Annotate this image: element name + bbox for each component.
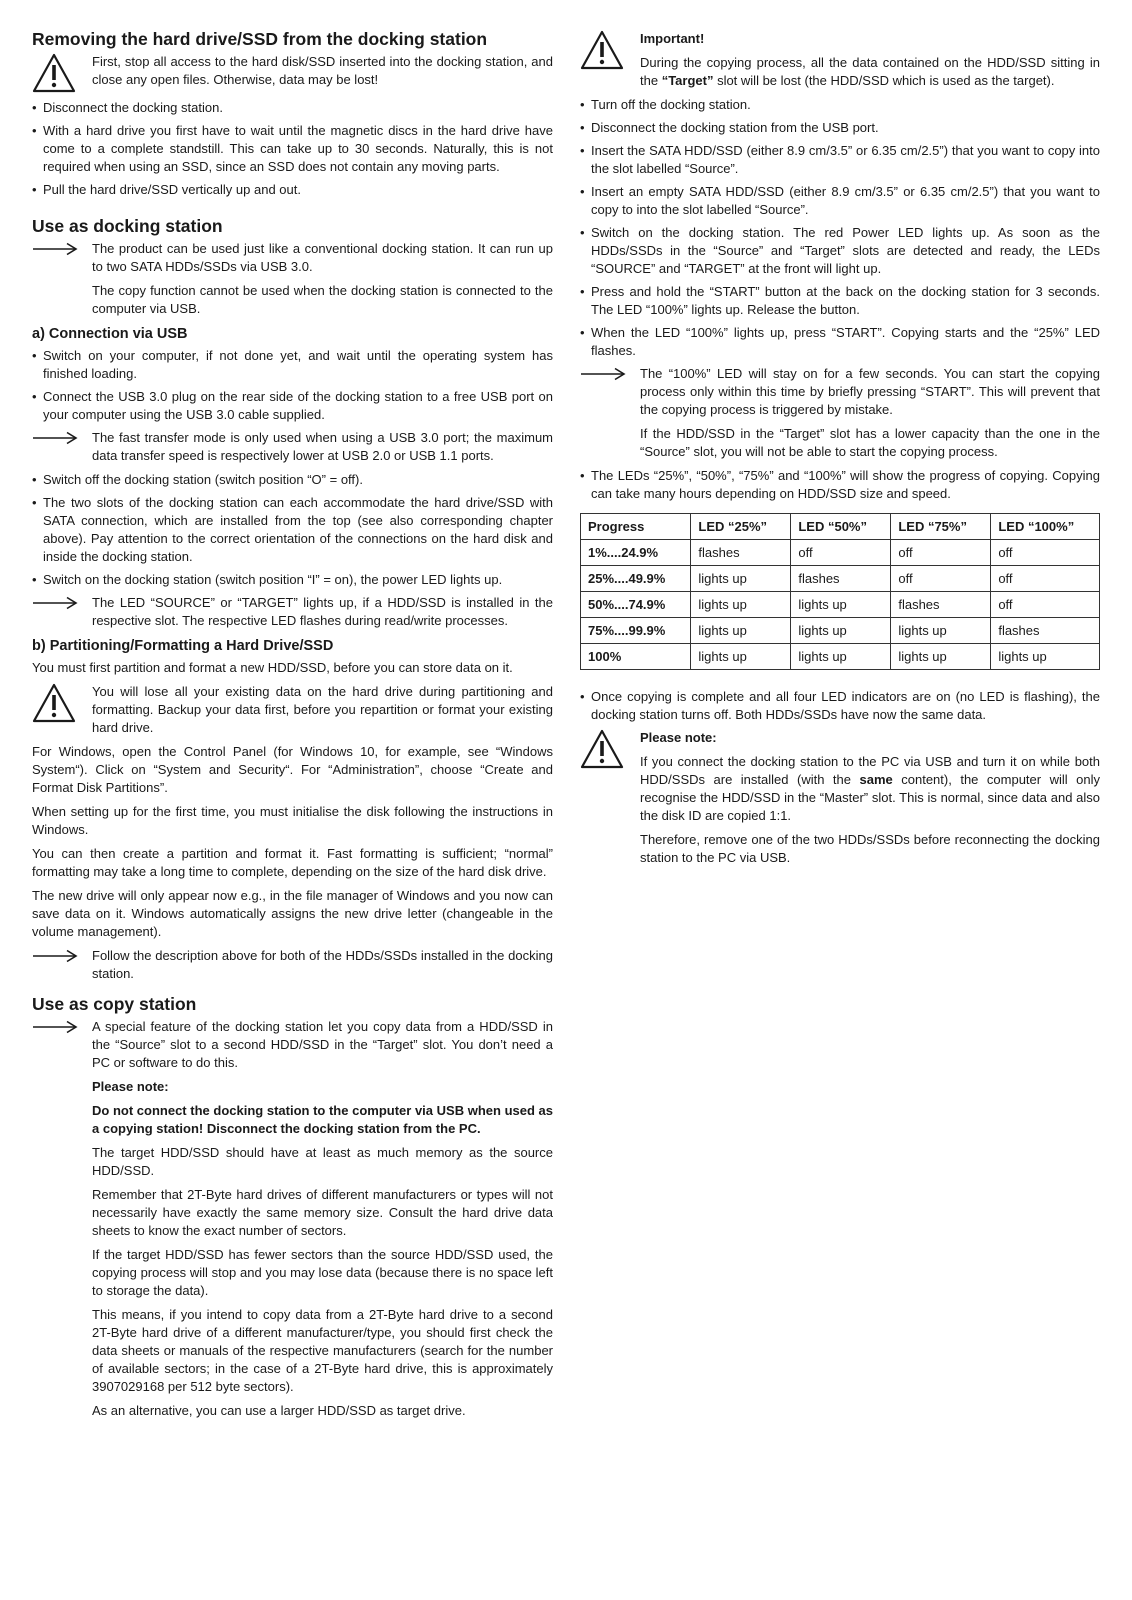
left-column	[32, 28, 553, 1600]
table-header-cell: LED “25%”	[691, 514, 791, 540]
table-row	[581, 618, 1100, 644]
note-text: Follow the description above for both of the HDDs/SSDs installed in the docking station.	[92, 948, 553, 981]
important-label: Important!	[640, 31, 705, 46]
table-cell: lights up	[791, 644, 891, 670]
paragraph: When setting up for the first time, you must initialise the disk following the instructions in Windows.	[32, 804, 553, 837]
table-cell: flashes	[991, 618, 1100, 644]
table-cell: off	[991, 540, 1100, 566]
list-item: • With a hard drive you first have to wait until the magnetic discs in the hard drive have come to a complete standstill. This can take up to 30 seconds. Naturally, this is not required when using an SSD, since an SSD does not contain any moving parts.	[32, 123, 553, 174]
please-note-label: Please note:	[640, 730, 717, 745]
arrow-note	[32, 947, 553, 983]
list-item: • Insert the SATA HDD/SSD (either 8.9 cm/3.5” or 6.35 cm/2.5”) that you want to copy into the slot labelled “Source”.	[580, 143, 1100, 176]
warning-note	[32, 53, 553, 93]
list-item: • The two slots of the docking station can each accommodate the hard drive/SSD with SATA connection, which are installed from the top (see also corresponding chapter above). Pay attention to the correct orientation of the connections on the hard disk and inside the docking station.	[32, 495, 553, 564]
list-item: • Switch on the docking station (switch position “I” = on), the power LED lights up.	[32, 572, 503, 587]
list-item: • Disconnect the docking station.	[32, 100, 223, 115]
table-cell: 100%	[581, 644, 691, 670]
list-item: • Switch on the docking station. The red Power LED lights up. As soon as the HDDs/SSDs in the “Source” and “Target” slots are detected and ready, the LEDs “SOURCE” and “TARGET” at the front will light up.	[580, 225, 1100, 276]
table-cell: lights up	[691, 566, 791, 592]
note-text: The LED “SOURCE” or “TARGET” lights up, if a HDD/SSD is installed in the respective slot. The respective LED flashes during read/write processes.	[92, 595, 553, 628]
section-title-removing: Removing the hard drive/SSD from the docking station	[32, 29, 488, 49]
table-cell: off	[791, 540, 891, 566]
table-header-cell: Progress	[581, 514, 691, 540]
warning-note	[32, 683, 553, 737]
please-note-label: Please note:	[92, 1079, 169, 1094]
table-cell: off	[991, 566, 1100, 592]
table-row	[581, 566, 1100, 592]
table-cell: flashes	[791, 566, 891, 592]
table-cell: lights up	[691, 592, 791, 618]
paragraph: You must first partition and format a new HDD/SSD, before you can store data on it.	[32, 660, 513, 675]
warning-text: First, stop all access to the hard disk/SSD inserted into the docking station, and close any open files. Otherwise, data may be lost!	[92, 54, 553, 87]
warning-triangle-icon	[32, 683, 92, 737]
table-cell: 1%....24.9%	[581, 540, 691, 566]
table-row	[581, 592, 1100, 618]
right-column	[580, 30, 1100, 1600]
table-cell: 50%....74.9%	[581, 592, 691, 618]
note-text: As an alternative, you can use a larger HDD/SSD as target drive.	[92, 1403, 466, 1418]
table-header-cell: LED “50%”	[791, 514, 891, 540]
arrow-note	[580, 365, 1100, 461]
list-item: • Pull the hard drive/SSD vertically up and out.	[32, 182, 301, 197]
section-title-copy: Use as copy station	[32, 994, 197, 1014]
table-cell: lights up	[691, 618, 791, 644]
arrow-right-icon	[580, 365, 640, 461]
table-cell: off	[891, 566, 991, 592]
arrow-note	[32, 1018, 553, 1420]
table-cell: 25%....49.9%	[581, 566, 691, 592]
table-cell: lights up	[691, 644, 791, 670]
note-text: The product can be used just like a conventional docking station. It can run up to two SATA HDDs/SSDs via USB 3.0.	[92, 241, 553, 274]
list-item: • Disconnect the docking station from the USB port.	[580, 120, 879, 135]
paragraph: For Windows, open the Control Panel (for Windows 10, for example, see “Windows System“). Click on “System and Security“. For “Administration”, choose “Create and Format Disk Partitions”.	[32, 744, 553, 795]
list-item: • Turn off the docking station.	[580, 97, 751, 112]
table-cell: lights up	[791, 592, 891, 618]
table-cell: lights up	[791, 618, 891, 644]
table-cell: off	[991, 592, 1100, 618]
list-item: • The LEDs “25%”, “50%”, “75%” and “100%” will show the progress of copying. Copying can take many hours depending on HDD/SSD size and speed.	[580, 468, 1100, 501]
bold-warning-text: Do not connect the docking station to the computer via USB when used as a copying station! Disconnect the docking station from the PC.	[92, 1103, 553, 1136]
warning-triangle-icon	[580, 729, 640, 867]
table-cell: 75%....99.9%	[581, 618, 691, 644]
subsection-title-usb: a) Connection via USB	[32, 326, 188, 342]
table-row	[581, 644, 1100, 670]
table-cell: lights up	[991, 644, 1100, 670]
arrow-note	[32, 594, 553, 630]
list-item: • When the LED “100%” lights up, press “START”. Copying starts and the “25%” LED flashes.	[580, 325, 1100, 358]
note-text: The copy function cannot be used when the docking station is connected to the computer via USB.	[92, 283, 553, 316]
warning-note	[580, 729, 1100, 867]
table-header-cell: LED “75%”	[891, 514, 991, 540]
table-header-row	[581, 514, 1100, 540]
warning-triangle-icon	[580, 30, 640, 90]
list-item: • Insert an empty SATA HDD/SSD (either 8.9 cm/3.5” or 6.35 cm/2.5”) that you want to copy to into the slot labelled “Source”.	[580, 184, 1100, 217]
table-header-cell: LED “100%”	[991, 514, 1100, 540]
important-note	[580, 30, 1100, 90]
note-text: Therefore, remove one of the two HDDs/SSDs before reconnecting the docking station to the PC via USB.	[640, 832, 1100, 865]
arrow-right-icon	[32, 429, 92, 465]
table-cell: flashes	[891, 592, 991, 618]
table-cell: lights up	[891, 618, 991, 644]
progress-led-table	[580, 513, 1100, 670]
subsection-title-partitioning: b) Partitioning/Formatting a Hard Drive/SSD	[32, 638, 334, 654]
note-text: Remember that 2T-Byte hard drives of different manufacturers or types will not necessarily have exactly the same memory size. Consult the hard drive data sheets to know the exact number of sectors.	[92, 1187, 553, 1238]
note-text: A special feature of the docking station let you copy data from a HDD/SSD in the “Source” slot to a second HDD/SSD in the “Target” slot. You don’t need a PC or software to do this.	[92, 1019, 553, 1070]
paragraph: The new drive will only appear now e.g., in the file manager of Windows and you now can save data on it. Windows automatically assigns the new drive letter (changeable in the volume management).	[32, 888, 553, 939]
arrow-note	[32, 240, 553, 318]
section-title-docking: Use as docking station	[32, 216, 223, 236]
arrow-right-icon	[32, 947, 92, 983]
table-row	[581, 540, 1100, 566]
arrow-right-icon	[32, 240, 92, 318]
warning-text: You will lose all your existing data on the hard drive during partitioning and formatting. Backup your data first, before you repartition or format your existing hard drive.	[92, 684, 553, 735]
note-text: If the HDD/SSD in the “Target” slot has a lower capacity than the one in the “Source” slot, you will not be able to start the copying process.	[640, 426, 1100, 459]
list-item: • Switch on your computer, if not done yet, and wait until the operating system has finished loading.	[32, 348, 553, 381]
list-item: • Switch off the docking station (switch position “O” = off).	[32, 472, 363, 487]
list-item: • Connect the USB 3.0 plug on the rear side of the docking station to a free USB port on your computer using the USB 3.0 cable supplied.	[32, 389, 553, 422]
list-item: • Press and hold the “START” button at the back on the docking station for 3 seconds. The LED “100%” lights up. Release the button.	[580, 284, 1100, 317]
list-item: • Once copying is complete and all four LED indicators are on (no LED is flashing), the docking station turns off. Both HDDs/SSDs have now the same data.	[580, 689, 1100, 722]
arrow-right-icon	[32, 1018, 92, 1420]
note-text: If the target HDD/SSD has fewer sectors than the source HDD/SSD used, the copying process will stop and you may lose data (because there is no space left to storage the data).	[92, 1247, 553, 1298]
remove-bullet-list	[32, 99, 553, 199]
note-text: The “100%” LED will stay on for a few seconds. You can start the copying process only within this time by briefly pressing “START”. This will prevent that the copying process is triggered by mistake.	[640, 366, 1100, 417]
paragraph: You can then create a partition and format it. Fast formatting is sufficient; “normal” formatting may take a long time to complete, depending on the size of the hard disk drive.	[32, 846, 553, 879]
note-text: The target HDD/SSD should have at least as much memory as the source HDD/SSD.	[92, 1145, 553, 1178]
note-text: This means, if you intend to copy data from a 2T-Byte hard drive to a second 2T-Byte hard drive of a different manufacturer/type, you should first check the data sheets or manuals of the respective manufacturers (search for the number of available sectors; in the case of a 2T-Byte hard drive, this is approximately 3907029168 per 512 byte sectors).	[92, 1307, 553, 1394]
table-cell: lights up	[891, 644, 991, 670]
table-cell: flashes	[691, 540, 791, 566]
arrow-note	[32, 429, 553, 465]
note-text: If you connect the docking station to the PC via USB and turn it on while both HDD/SSDs are installed (with the same content), the computer will only recognise the HDD/SSD in the “Master” slot. This is normal, since data and also the disk ID are copied 1:1.	[640, 754, 1100, 823]
copy-steps-list	[580, 96, 1100, 360]
note-text: The fast transfer mode is only used when using a USB 3.0 port; the maximum data transfer speed is respectively lower at USB 2.0 or USB 1.1 ports.	[92, 430, 553, 463]
important-text: During the copying process, all the data contained on the HDD/SSD sitting in the “Target” slot will be lost (the HDD/SSD which is used as the target).	[640, 55, 1100, 88]
table-cell: off	[891, 540, 991, 566]
arrow-right-icon	[32, 594, 92, 630]
warning-triangle-icon	[32, 53, 92, 93]
